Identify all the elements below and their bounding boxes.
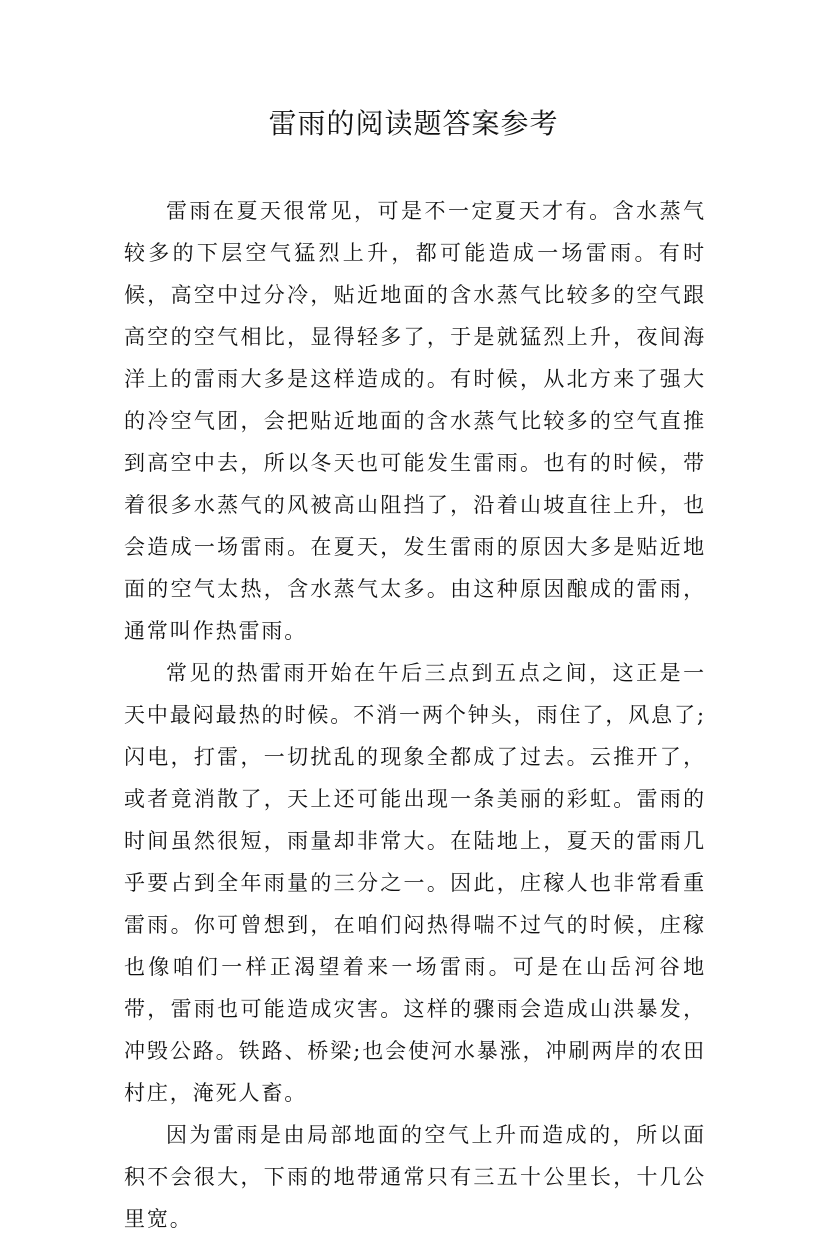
document-title: 雷雨的阅读题答案参考	[268, 107, 559, 140]
paragraph: 常见的热雷雨开始在午后三点到五点之间，这正是一天中最闷最热的时候。不消一两个钟头，雨住了，风息了;闪电，打雷，一切扰乱的现象全都成了过去。云推开了，或者竟消散了，天上还可能出现一条美丽的彩虹。雷雨的时间虽然很短，雨量却非常大。在陆地上，夏天的雷雨几乎要占到全年雨量的三分之一。因此，庄稼人也非常看重雷雨。你可曾想到，在咱们闷热得喘不过气的时候，庄稼也像咱们一样正渴望着来一场雷雨。可是在山岳河谷地带，雷雨也可能造成灾害。这样的骤雨会造成山洪暴发，冲毁公路。铁路、桥梁;也会使河水暴涨，冲刷两岸的农田村庄，淹死人畜。	[124, 661, 706, 1105]
document-body	[124, 190, 706, 1240]
paragraph: 雷雨在夏天很常见，可是不一定夏天才有。含水蒸气较多的下层空气猛烈上升，都可能造成一场雷雨。有时候，高空中过分冷，贴近地面的含水蒸气比较多的空气跟高空的空气相比，显得轻多了，于是就猛烈上升，夜间海洋上的雷雨大多是这样造成的。有时候，从北方来了强大的冷空气团，会把贴近地面的含水蒸气比较多的空气直推到高空中去，所以冬天也可能发生雷雨。也有的时候，带着很多水蒸气的风被高山阻挡了，沿着山坡直往上升，也会造成一场雷雨。在夏天，发生雷雨的原因大多是贴近地面的空气太热，含水蒸气太多。由这种原因酿成的雷雨，通常叫作热雷雨。	[124, 199, 706, 643]
paragraph: 因为雷雨是由局部地面的空气上升而造成的，所以面积不会很大，下雨的地带通常只有三五十公里长，十几公里宽。	[124, 1123, 706, 1231]
